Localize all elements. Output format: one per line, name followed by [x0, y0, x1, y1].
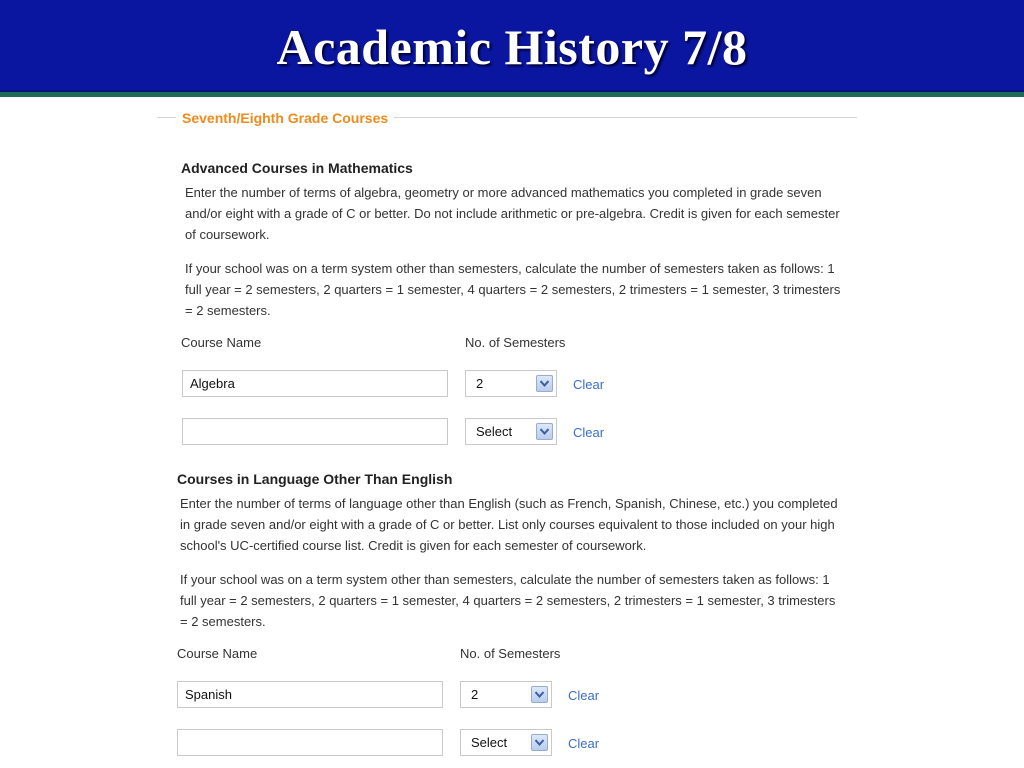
chevron-down-icon[interactable]: [536, 375, 553, 392]
language-section-title: Courses in Language Other Than English: [177, 471, 453, 487]
language-instructions: Enter the number of terms of language other than English (such as French, Spanish, Chinese, etc.) you completed in grade seven and/or eight with a grade of C or better. List only courses equivalent to those included on your high school's UC-certified course list. Credit is given for each semester of coursework.: [180, 496, 838, 553]
chevron-down-icon[interactable]: [536, 423, 553, 440]
select-value: 2: [471, 687, 479, 702]
language-course-name-input-1[interactable]: [177, 681, 443, 708]
select-value: Select: [471, 735, 508, 750]
language-semesters-label: No. of Semesters: [460, 646, 561, 661]
select-value: 2: [476, 376, 484, 391]
math-semesters-select-1[interactable]: [465, 370, 557, 397]
chevron-down-icon[interactable]: [531, 686, 548, 703]
chevron-down-icon[interactable]: [531, 734, 548, 751]
language-course-name-input-2[interactable]: [177, 729, 443, 756]
fieldset-legend: Seventh/Eighth Grade Courses: [176, 110, 394, 126]
math-clear-link-1[interactable]: Clear: [573, 377, 605, 392]
language-clear-link-1[interactable]: Clear: [568, 688, 600, 703]
math-semesters-select-2[interactable]: [465, 418, 557, 445]
math-semesters-label: No. of Semesters: [465, 335, 566, 350]
math-term-instructions: If your school was on a term system other than semesters, calculate the number of semesters taken as follows: 1 full year = 2 semesters, 2 quarters = 1 semester, 4 quarters = 2 semesters, 2 trimesters = 1 semester, 3 trimesters = 2 semesters.: [185, 261, 841, 318]
math-course-name-label: Course Name: [181, 335, 262, 350]
language-semesters-select-2[interactable]: [460, 729, 552, 756]
language-semesters-select-1[interactable]: [460, 681, 552, 708]
language-term-instructions: If your school was on a term system other than semesters, calculate the number of semesters taken as follows: 1 full year = 2 semesters, 2 quarters = 1 semester, 4 quarters = 2 semesters, 2 trimesters = 1 semester, 3 trimesters = 2 semesters.: [180, 572, 836, 629]
math-section-title: Advanced Courses in Mathematics: [181, 160, 413, 176]
language-clear-link-2[interactable]: Clear: [568, 736, 600, 751]
language-course-name-label: Course Name: [177, 646, 258, 661]
select-value: Select: [476, 424, 513, 439]
title-bar: [0, 0, 1024, 97]
math-instructions: Enter the number of terms of algebra, geometry or more advanced mathematics you completed in grade seven and/or eight with a grade of C or better. Do not include arithmetic or pre-algebra. Credit is given for each semester of coursework.: [185, 185, 840, 242]
math-clear-link-2[interactable]: Clear: [573, 425, 605, 440]
page-title: Academic History 7/8: [276, 19, 748, 75]
math-course-name-input-1[interactable]: [182, 370, 448, 397]
math-course-name-input-2[interactable]: [182, 418, 448, 445]
